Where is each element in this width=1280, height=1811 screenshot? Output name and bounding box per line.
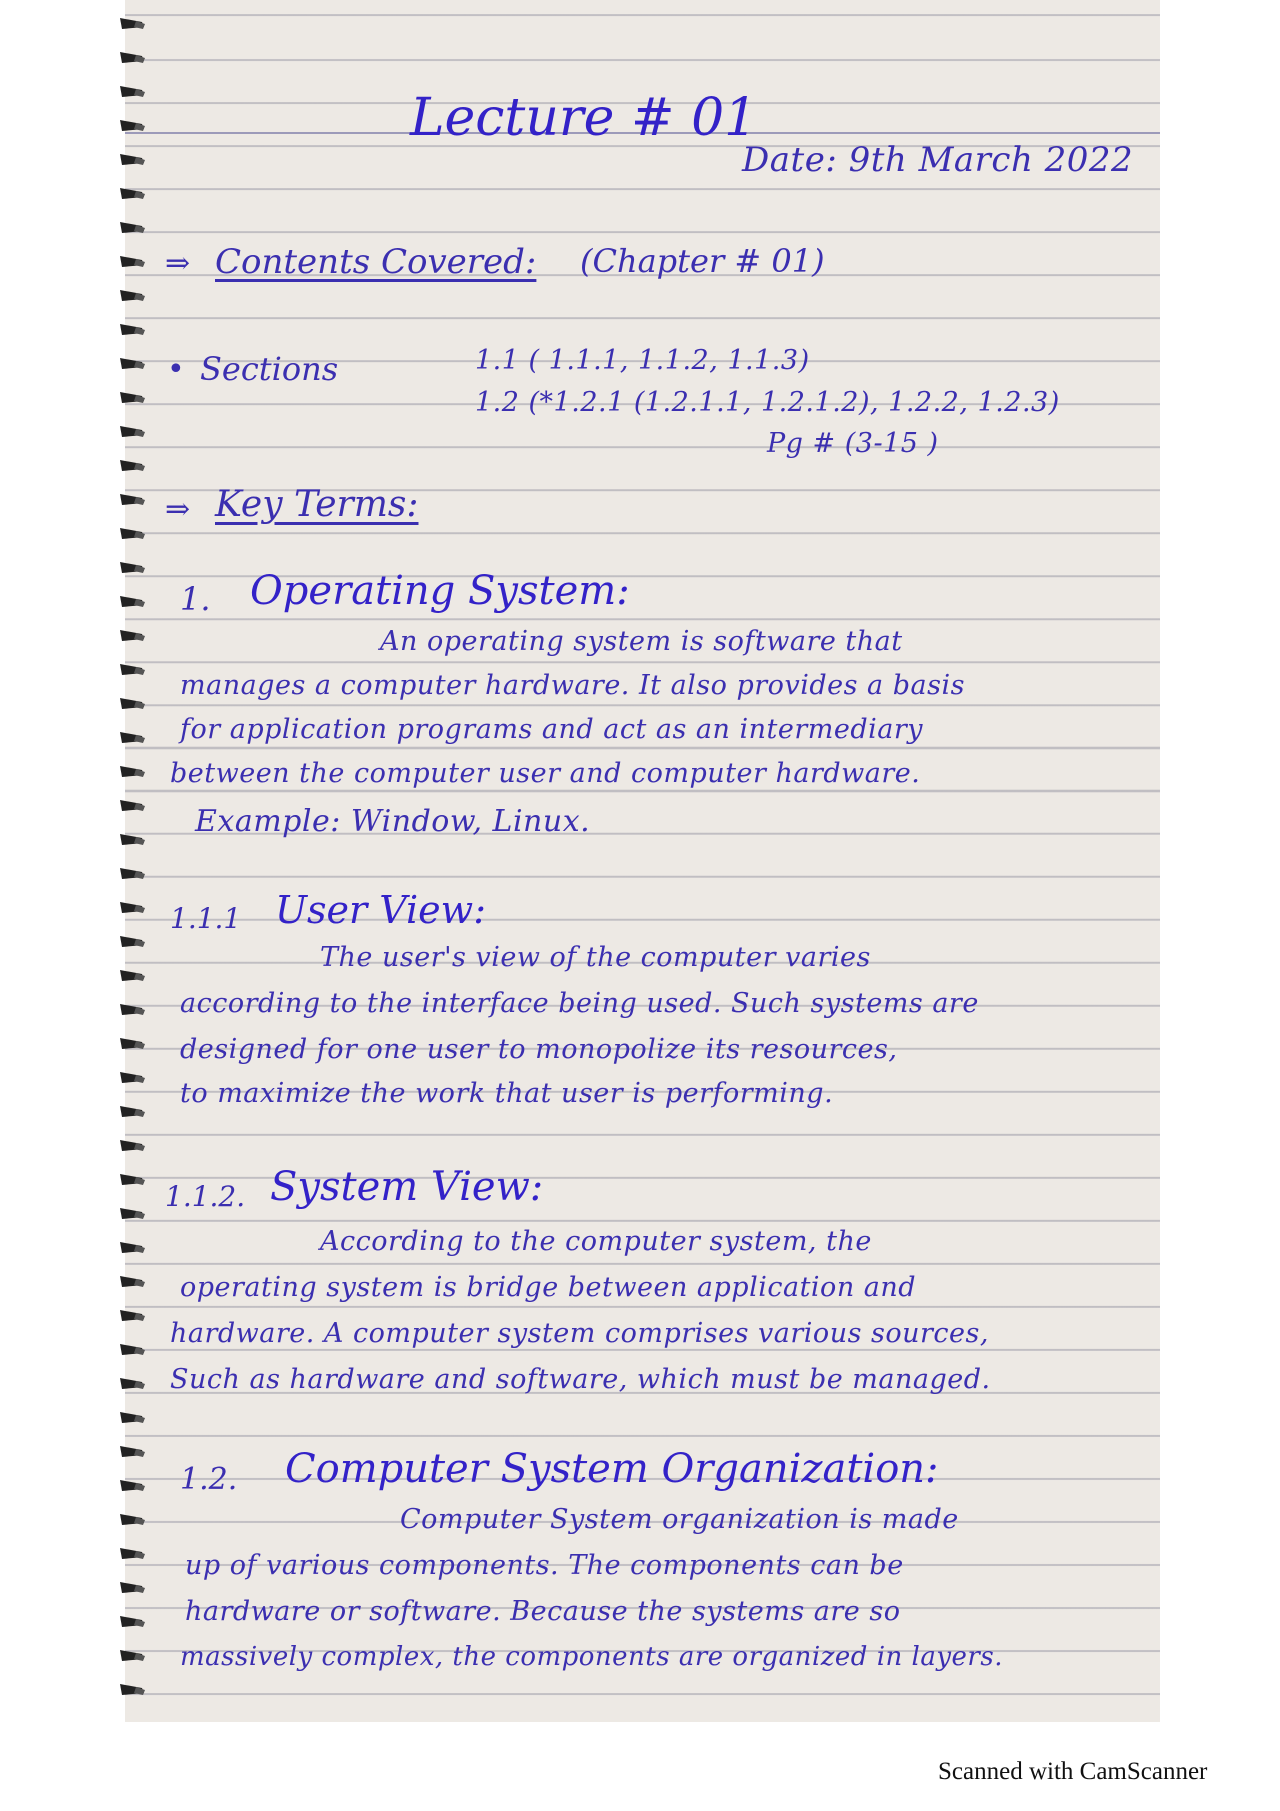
system-view-line-3: hardware. A computer system comprises various sources, (170, 1318, 989, 1349)
os-heading: Operating System: (250, 568, 630, 614)
cso-line-1: Computer System organization is made (400, 1504, 959, 1535)
contents-label: Contents Covered: (215, 242, 537, 282)
system-view-line-1: According to the computer system, the (320, 1226, 872, 1257)
notebook-spiral-binding (118, 0, 148, 1722)
sections-label: Sections (200, 350, 339, 388)
key-terms-label: Key Terms: (215, 484, 419, 525)
cso-line-2: up of various components. The components can be (185, 1550, 904, 1581)
user-view-line-4: to maximize the work that user is performing. (180, 1078, 834, 1109)
key-terms-arrow-icon: ⇒ (165, 492, 191, 527)
user-view-line-3: designed for one user to monopolize its resources, (180, 1034, 898, 1065)
lecture-title: Lecture # 01 (410, 88, 758, 148)
chapter-label: (Chapter # 01) (580, 242, 825, 280)
spiral-rings-icon (118, 0, 148, 1722)
os-number: 1. (180, 580, 211, 618)
system-view-line-2: operating system is bridge between application and (180, 1272, 917, 1303)
sections-line-1: 1.1 ( 1.1.1, 1.1.2, 1.1.3) (475, 345, 810, 376)
system-view-line-4: Such as hardware and software, which must be managed. (170, 1364, 991, 1395)
cso-number: 1.2. (180, 1462, 238, 1497)
system-view-number: 1.1.2. (165, 1180, 246, 1213)
os-line-4: between the computer user and computer hardware. (170, 758, 921, 789)
cso-line-4: massively complex, the components are organized in layers. (180, 1642, 1003, 1672)
notebook-page (125, 0, 1160, 1722)
user-view-number: 1.1.1 (170, 902, 242, 935)
os-line-2: manages a computer hardware. It also provides a basis (180, 670, 965, 701)
user-view-heading: User View: (275, 888, 487, 932)
lecture-date: Date: 9th March 2022 (742, 140, 1134, 180)
contents-arrow-icon: ⇒ (165, 246, 191, 281)
system-view-heading: System View: (270, 1164, 544, 1210)
bullet-icon: • (167, 352, 185, 387)
cso-line-3: hardware or software. Because the systems are so (185, 1596, 901, 1627)
user-view-line-1: The user's view of the computer varies (320, 942, 871, 973)
user-view-line-2: according to the interface being used. Such systems are (180, 988, 979, 1019)
os-line-1: An operating system is software that (380, 626, 903, 657)
os-example: Example: Window, Linux. (195, 804, 591, 839)
scanner-watermark: Scanned with CamScanner (938, 1758, 1208, 1785)
sections-pages: Pg # (3-15 ) (767, 428, 939, 459)
sections-line-2: 1.2 (*1.2.1 (1.2.1.1, 1.2.1.2), 1.2.2, 1.2.3) (475, 387, 1060, 418)
os-line-3: for application programs and act as an intermediary (180, 714, 924, 745)
cso-heading: Computer System Organization: (285, 1446, 939, 1492)
